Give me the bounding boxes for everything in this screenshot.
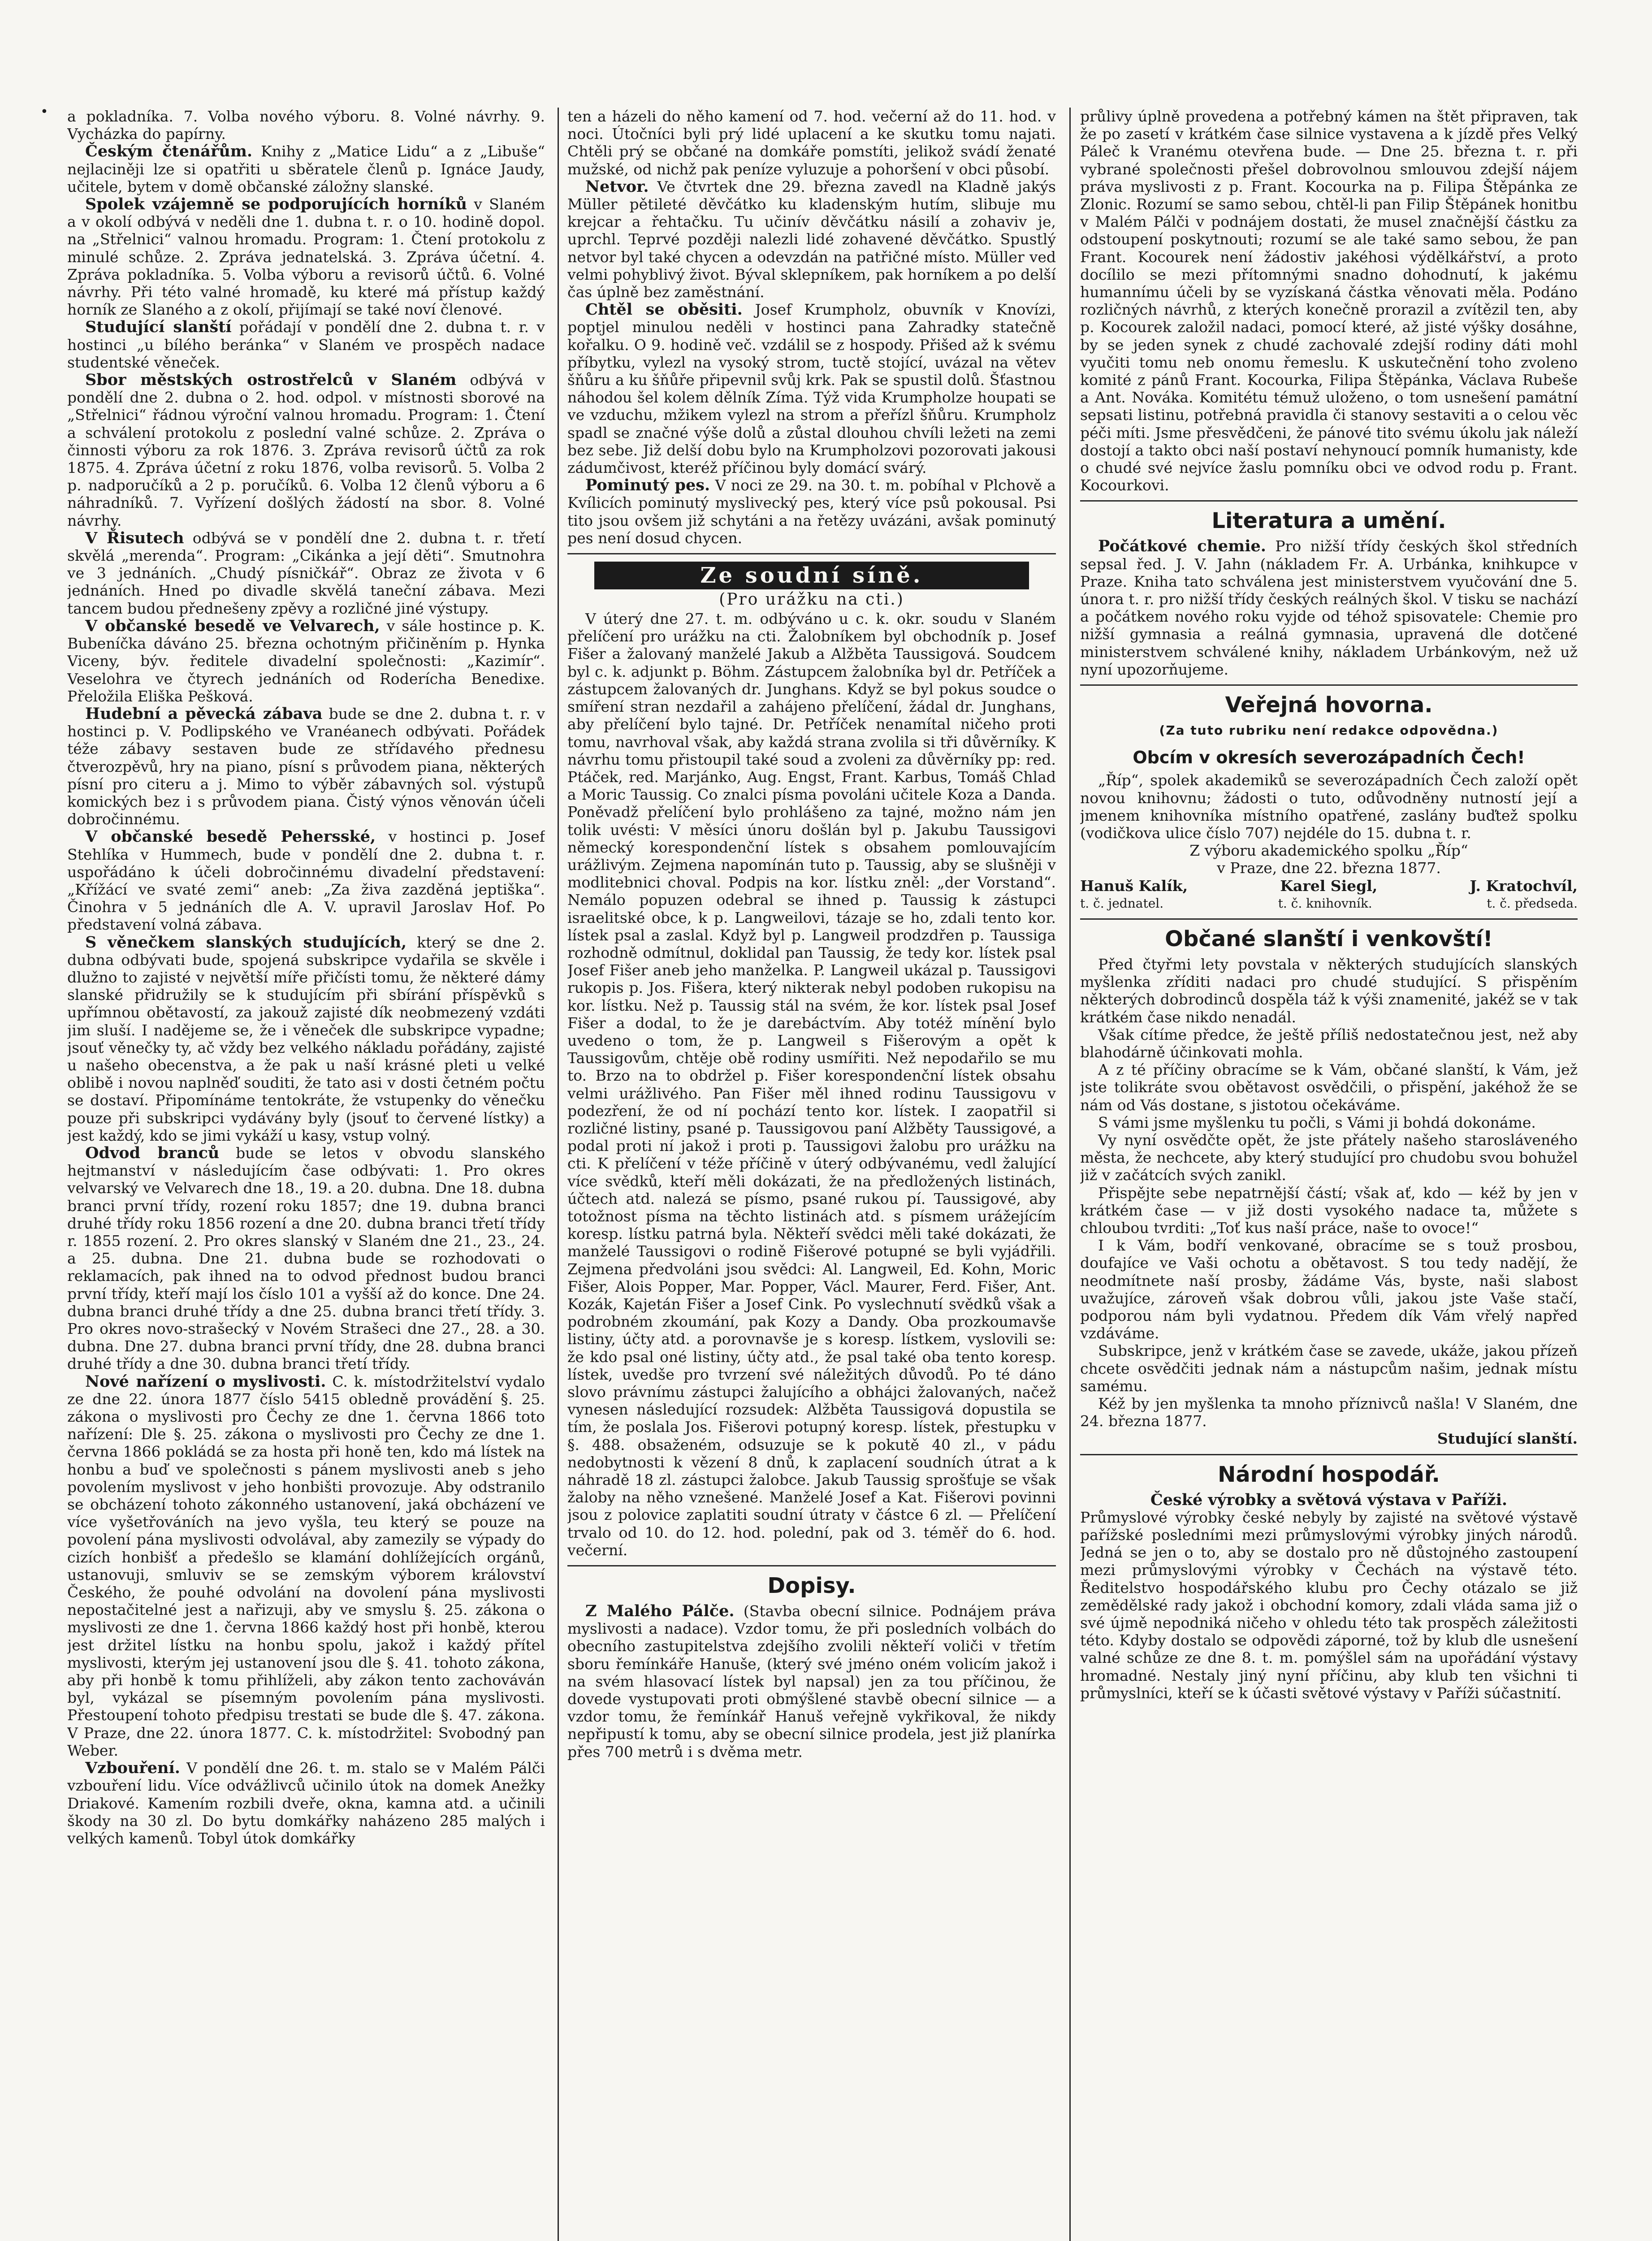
margin-mark: • bbox=[40, 104, 48, 120]
news-item bbox=[567, 301, 1056, 476]
signature-name: Hanuš Kalík, bbox=[1080, 877, 1188, 895]
article-text: Průmyslové výrobky české nebyly by zajisté na světové výstavě pařížské posledními mezi průmyslovými výrobky jiných národů. Jedná se jen o to, aby se dostalo pro ně důstojného zastoupení mezi průmyslovými výrobky v Čechách na výstavě této. Ředitelstvo hospodářského klubu pro Čechy otázalo se již zemědělské rady jakož i obchodní komory, zdali vláda sama již o své újmě nepodniká ničeho v ohledu této tak prospěch záležitosti této. Kdyby dostalo se odpovědi záporné, tož by klub dle usnešení valné schůze ze dne 8. t. m. pomýšlel sám na upořádání výstavy hromadné. Nestaly jiný nyní příčinu, aby klub ten všichni ti průmyslníci, kteří se k účasti světové výstavy v Paříži súčastnití. bbox=[1080, 1508, 1578, 1702]
item-headline: Nové nařízení o myslivosti. bbox=[85, 1372, 326, 1391]
notice-heading: Obcím v okresích severozápadních Čech! bbox=[1133, 748, 1525, 768]
item-headline: S věnečkem slanských studujících, bbox=[85, 933, 407, 952]
news-item bbox=[67, 617, 545, 705]
article-text: Před čtyřmi lety povstala v některých studujících slanských myšlenka zříditi nadaci pro chudé studující. S přispěním některých dobrodinců dospěla táž k výši znamenité, jakéž se v tak krátkém čase nikdo nenadál. bbox=[1080, 955, 1578, 1026]
item-headline: Počátkové chemie. bbox=[1098, 537, 1266, 556]
signature-role: t. č. jednatel. bbox=[1080, 896, 1164, 911]
column-divider bbox=[558, 108, 559, 2241]
appeal-heading: Občané slanští i venkovští! bbox=[1165, 926, 1493, 952]
article-text: Přispějte sebe nepatrnější částí; však ať, kdo — kéž by jen v krátkém čase — v již dosti vysokého nadace ta, můžete s chloubou tvrditi: „Toť kus naší práce, naše to ovoce!“ bbox=[1080, 1184, 1578, 1237]
item-text: C. k. místodržitelství vydalo ze dne 22. února 1877 číslo 5415 obledně provádění §. 25. zákona o myslivosti pro Čechy ze dne 1. června 1866 toto nařízení: Dle §. 25. zákona o myslivosti pro Čechy ze dne 1. června 1866 pokládá se za hosta při honě ten, kdo má lístek na honbu a buď ve společnosti s pánem myslivosti aneb s jeho povolením myslivost v jeho honbišti provozuje. Aby odstranilo se obcházení tohoto zákonného ustanovení, jaká obcházení ve více vyšetřováních na jevo vyšla, teu který se pouze na povolení pána myslivosti odvolával, aby zamezily se výpady do cizích honbišť a předešlo se klamání dohlížejících orgánů, ustanovuji, smluviv se se zemským výborem království Českého, že pouhé odvolání na dovolení pána myslivosti nepostačitelné jest a nařizuji, aby ve smyslu §. 25. zákona o myslivosti ze dne 1. června 1866 každý host při honbě, kterou jest držitel lístku na honbu spolu, jakož i každý přítel myslivosti, kterým jej ustanovení jsou dle §. 41. tohoto zákona, aby při honbě k tomu přihlíželi, aby zákon tento zachováván byl, vykázal se písemným povolením pána myslivosti. Přestoupení tohoto předpisu trestati se bude dle §. 47. zákona. V Praze, dne 22. února 1877. C. k. místodržitel: Svobodný pan Weber. bbox=[67, 1372, 545, 1759]
item-headline: České výrobky a světová výstava v Paříži. bbox=[1150, 1490, 1508, 1509]
signature-role: t. č. předseda. bbox=[1487, 896, 1578, 911]
column-left bbox=[67, 108, 545, 2241]
item-text: bude se dne 2. dubna t. r. v hostinci p. V. Podlipského ve Vranéanech odbývati. Pořádek téže zábavy sestaven bude ze střídavého přednesu čtverozpěvů, hry na piano, písní s průvodem piana, některých písní pro citeru a j. Mimo to výběr zábavných sol. výstupů komických bez i s průvodem piana. Čistý výnos věnován účeli dobročinnému. bbox=[67, 705, 545, 828]
news-item bbox=[67, 705, 545, 828]
section-divider bbox=[567, 1565, 1056, 1566]
item-headline: V občanské besedě ve Velvarech, bbox=[85, 616, 380, 635]
item-headline: Pominutý pes. bbox=[585, 476, 710, 495]
item-text: v Slaném a v okolí odbývá v neděli dne 1. dubna t. r. o 10. hodině dopol. na „Střelnici“ valnou hromadu. Program: 1. Čtení protokolu z minulé schůze. 2. Zpráva jednatelská. 3. Zpráva účetní. 4. Zpráva pokladníka. 5. Volba výboru a revisorů účtů. 6. Volné návrhy. Při této valné hromadě, ku které má přístup každý horník ze Slaného a z okolí, přijímají se také noví členové. bbox=[67, 195, 545, 319]
item-headline: Studující slanští bbox=[85, 318, 232, 337]
notice-date: v Praze, dne 22. března 1877. bbox=[1217, 859, 1441, 877]
news-item bbox=[67, 828, 545, 933]
signature-names bbox=[1080, 877, 1578, 895]
item-text: který se dne 2. dubna odbývati bude, spojená subskripce vydařila se skvěle i dlužno to zajisté v největší míře přičísti tomu, že některé dámy slanské přidružily se k studujícím při sbírání příspěvků s upřímnou obětavostí, za jakouž zajisté dík neobmezený vzdáti jim sluší. I nadějeme se, že i věneček dle subskripce vypadne; jsouť věnečky ty, ač vždy bez velkého nákladu pořádány, zajisté u našeho obecenstva, a že pak u naší krásné pleti u velké oblibě i novou naplněď souditi, že tato asi v dosti četném počtu se dostaví. Připomínáme tentokráte, že vstupenky do věnečku pouze při subskripci vydávány byly (jsouť to červené lístky) a jest každý, kdo se jimi vykáží u kasy, vstup volný. bbox=[67, 933, 545, 1144]
article-text: Subskripce, jenž v krátkém čase se zavede, ukáže, jakou přízeň chcete osvědčiti jednak nám a nástupcům našim, jednak místu samému. bbox=[1080, 1342, 1578, 1395]
news-item bbox=[567, 1602, 1056, 1761]
column-divider bbox=[1069, 108, 1071, 2241]
article-text: průlivy úplně provedena a potřebný kámen na štět připraven, tak že po zasetí v krátkém čase silnice vystavena a k jízdě přes Velký Páleč k Vranému otevřena bude. — Dne 25. března t. r. při vybrané společnosti přešel dobrovolnou smlouvou zdejší nájem práva myslivosti z p. Frant. Kocourka na p. Filipa Štěpánka ze Zlonic. Rozumí se samo sebou, chtěl-li pan Filip Štěpánek honitbu v Malém Pálči v podnájem dostati, že musel značnější částku za odstoupení poskytnouti; rozumí se ale také samo sebou, že pan Frant. Kocourek není žádostiv jakéhosi výdělkářství, a proto docílilo se mezi přítomnými snadno dohodnutí, k jakému humannímu účeli by se vyzískaná částka věnovati měla. Podáno rozličných návrhů, z kterých konečně prorazil a zvítězil ten, aby p. Kocourek založil nadaci, pomocí které, až jisté výšky dosáhne, by se jeden synek z chudé zachovalé zdejší rodiny dáti mohl vyučiti tomu neb onomu řemeslu. K uskutečnění toho zvoleno komité z pánů Frant. Kocourka, Filipa Štěpánka, Václava Rubeše a Ant. Nováka. Komitétu témuž uloženo, o tom usnešení památní sepsati listinu, potřebná pravidla či stanovy sestaviti a o celou věc péči míti. Jsme přesvědčeni, že pánové tito svému úkolu jak náleží dostojí a takto obci naší postaví nehynoucí pomník humanisty, kde o chudé své nejvíce žaslu pomníku obci ve odvod rodu p. Frant. Kocourkovi. bbox=[1080, 108, 1578, 494]
article-text: „Říp“, spolek akademiků se severozápadních Čech založí opět novou knihovnu; žádosti o tuto, odůvodněny nutností její a jmenem knihovníka místního opatřené, zaslány buďtež spolku (vodičkova ulice číslo 707) nejdéle do 15. dubna t. r. bbox=[1080, 771, 1578, 842]
appeal-signature: Studující slanští. bbox=[1437, 1430, 1578, 1448]
article-text: I k Vám, bodří venkované, obracíme se s touž prosbou, doufajíce ve Vaši ochotu a obětavost. S tou tedy nadějí, že neodmítnete naší prosby, žádáme Vás, byste, naši slabost uvažujíce, zároveň však dobrou vůli, jakou jste Vaše stačí, podporou nám byli vydatnou. Předem dík Vám vřelý napřed vzdáváme. bbox=[1080, 1237, 1578, 1342]
item-headline: Netvor. bbox=[585, 177, 649, 196]
article-text: V úterý dne 27. t. m. odbýváno u c. k. okr. soudu v Slaném přelíčení pro urážku na cti. Žalobníkem byl obchodník p. Josef Fišer a žalovaný manželé Jakub a Alžběta Taussigová. Soudcem byl c. k. adjunkt p. Böhm. Zástupcem žalobníka byl dr. Petříček a zástupcem žalovaných dr. Junghans. Když se byl pokus soudce o smíření stran nezdařil a zahájeno přelíčení, žádal dr. Junghans, aby přelíčení bylo tajné. Dr. Petříček nenamítal ničeho proti tomu, navrhoval však, aby každá strana zvolila si tři důvěrníky. K návrhu tomu přistoupil také soud a zvoleni za důvěrníky pp: red. Ptáček, red. Marjánko, Aug. Engst, Frant. Karbus, Tomáš Chlad a Moric Taussig. Co znalci písma povoláni učitele Koza a Danda. Poněvadž přelíčení bylo prohlášeno za tajné, možno nám jen tolik uvésti: V měsíci únoru došlán byl p. Jakubu Taussigovi německý korespondenční lístek s obsahem pomlouvajícím urážlivým. Zejmena napomínán tuto p. Taussig, aby se slušněji v modlitebnici choval. Podpis na kor. lístku zněl: „der Vorstand“. Nemálo popuzen odebral se ihned p. Taussig k zástupci israelitské obce, k p. Langweilovi, tázaje se ho, zdali tento kor. lístek psal a zaslal. Když byl p. Langweil prodzdřen p. Taussiga rozhodně odmítnul, doklidal pan Taussig, že tedy kor. lístek psal Josef Fišer aneb jeho manželka. P. Langweil ukázal p. Taussigovi rukopis p. Jos. Fišera, který nikterak nebyl podoben rukopisu na kor. lístku. Než p. Taussig stál na svém, že kor. lístek psal Josef Fišer a dodal, to že je darebáctvím. Aby totéž mínění bylo uvedeno o tom, že p. Langweil s Fišerovým a opět k Taussigovům, chtěje obě rodiny usmířiti. Než nepodařilo se mu to. Brzo na to obdržel p. Fišer korespondenční lístek obsahu velmi urážlivého. Pan Fišer měl ihned rodinu Taussigovu v podezření, že od ní pochází tento kor. lístek. I zaopatřil si rozličné listiny, psané p. Taussigovou paní Alžběty Taussigové, a podal proti ní jakož i proti p. Taussigovi žalobu pro urážku na cti. K přelíčení v téže příčině v úterý odbývanému, vedl žalující více svědků, kteří měli dokázati, že na předložených listinách, účtech atd. nalezá se písmo, psané rukou pí. Taussigové, aby totožnost písma na těchto listinách atd. s písmem urážejícím koresp. lístku patrná byla. Někteří svědci měli také dokázati, že manželé Taussigovi o rodině Fišerové potupné se byli vyjádřili. Zejmena předvoláni jsou svědci: Al. Langweil, Ed. Kohn, Moric Fišer, Alois Popper, Mar. Popper, Václ. Maurer, Ferd. Fišer, Ant. Kozák, Kajetán Fišer a Josef Cink. Po vyslechnutí svědků však a podrobném zkoumání, pak Kozy a Dandy. Oba prozkoumavše listiny, účty atd. a porovnavše je s koresp. lístkem, vyslovili se: že kdo psal oné listiny, účty atd., že psal také oba tento koresp. lístek, uvedše pro tvrzení své náležitých důvodů. Po té dáno slovo právnímu zástupci žalujícího a obhájci žalovaných, načež vynesen následující rozsudek: Alžběta Taussigová dopustila se tím, že poslala Jos. Fišerovi potupný koresp. lístek, přestupku v §. 488. obsaženém, odsuzuje se k pokutě 40 zl., v pádu nedobytnosti k vězení 8 dnů, k zaplacení soudních útrat a k náhradě 18 zl. zástupci žalobce. Jakub Taussig sprošťuje se však žaloby na něho vznešené. Manželé Josef a Kat. Fišerovi povinni jsou z polovice zaplatiti soudní útraty v částce 6 zl. — Přelíčení trvalo od 10. do 12. hod. polední, pak od 3. téměř do 6. hod. večerní. bbox=[567, 610, 1056, 1559]
section-subheading: (Pro urážku na cti.) bbox=[719, 590, 904, 609]
item-headline: Vzbouření. bbox=[85, 1759, 180, 1778]
newspaper-page bbox=[67, 108, 1578, 2241]
item-text: V pondělí dne 26. t. m. stalo se v Malém Pálči vzbouření lidu. Více odvážlivců učinilo útok na domek Anežky Driakové. Kamením rozbili dveře, okna, kamna atd. a učinili škody na 30 zl. Do bytu domkářky naházeno 285 malých i velkých kamenů. Tobyl útok domkářky bbox=[67, 1759, 545, 1847]
article-text: Kéž by jen myšlenka ta mnoho příznivců našla! V Slaném, dne 24. března 1877. bbox=[1080, 1395, 1578, 1430]
section-heading-forum: Veřejná hovorna. bbox=[1225, 692, 1433, 718]
item-text: odbývá se v pondělí dne 2. dubna t. r. třetí skvělá „merenda“. Program: „Cikánka a její děti“. Smutnohra ve 3 jednáních. „Chudý písničkář“. Obraz ze života v 6 jednáních. Hned po divadle skvělá taneční zábava. Mezi tancem budou přednešeny zpěvy a rozličné jiné výstupy. bbox=[67, 529, 545, 617]
item-text: v sále hostince p. K. Bubeníčka dáváno 25. března ochotným přičiněním p. Hynka Viceny, býv. ředitele divadelní společnosti: „Kazimír“. Veselohra ve čtyrech jednáních od Roderícha Benedixe. Přeložila Eliška Pešková. bbox=[67, 617, 545, 705]
section-divider bbox=[1080, 500, 1578, 502]
article-text: ten a házeli do něho kamení od 7. hod. večerní až do 11. hod. v noci. Útočníci byli prý lidé uplacení a ke skutku tomu najati. Chtěli prý se občané na domkáře pomstíti, jelikož svádí ženaté mužské, od nichž pak peníze vyluzuje a pohoršení v obci působí. bbox=[567, 108, 1056, 178]
item-text: Pro nižší třídy českých škol středních sepsal řed. J. V. Jahn (nákladem Fr. A. Urbánka, knihkupce v Praze. Kniha tato schválena jest ministerstvem vyučování dne 5. února t. r. pro nižší třídy českých reálných škol. V tisku se nachází a počátkem nového roku vyjde od téhož spisovatele: Chemie pro nižší gymnasia a reálná gymnasia, upravená dle dotčené ministerstvem schválené knihy, nákladem Urbánkovým, než už nyní upozorňujeme. bbox=[1080, 537, 1578, 678]
item-text: Josef Krumpholz, obuvník v Knovízi, poptjel minulou neděli v hostinci pana Zahradky statečně kořalku. O 9. hodině več. vzdálil se z hospody. Přišed až k svému příbytku, vylezl na vysoký strom, tuctě stojící, uvázal na větev šňůru a ku šňůře připevnil svůj krk. Pak se spustil dolů. Šťastnou náhodou šel kolem dělník Zíma. Týž vida Krumpholze houpati se ve vzduchu, mžikem vylezl na strom a přeřízl šňůru. Krumpholz spadl se značné výše dolů a zůstal dlouhou chvíli ležeti na zemi bez sebe. Již delší dobu bylo na Krumpholzovi pozorovati jakousi zádumčivost, kteréž příčinou byly domácí svárý. bbox=[567, 301, 1056, 477]
article-text: A z té příčiny obracíme se k Vám, občané slanští, k Vám, jež jste tolikráte svou obětavost osvědčili, o přispění, jakéhož že se nám od Vás dostane, s jistotou očekáváme. bbox=[1080, 1061, 1578, 1114]
news-item bbox=[1080, 537, 1578, 678]
editorial-disclaimer: (Za tuto rubriku není redakce odpovědna.) bbox=[1159, 723, 1499, 738]
signature-name: J. Kratochvíl, bbox=[1470, 877, 1578, 895]
item-text: pořádají v pondělí dne 2. dubna t. r. v hostinci „u bílého beránka“ v Slaném ve prospěch nadace studentské věneček. bbox=[67, 318, 545, 371]
item-headline: Spolek vzájemně se podporujících horníků bbox=[85, 195, 467, 214]
news-item bbox=[567, 178, 1056, 301]
item-text: odbývá v pondělí dne 2. dubna o 2. hod. odpol. v místnosti sborové na „Střelnici“ řádnou výroční valnou hromadu. Program: 1. Čtení a schválení protokolu z poslední valné schůze. 2. Zpráva o činnosti výboru za rok 1876. 3. Zpráva revisorů účtů za rok 1875. 4. Zpráva účetní z roku 1876, volba revisorů. 5. Volba 2 p. nadporučíků a 2 p. poručíků. 6. Volba 12 členů výboru a 6 náhradníků. 7. Vyřízení došlých žádostí na sbor. 8. Volné návrhy. bbox=[67, 371, 545, 529]
item-headline: Českým čtenářům. bbox=[85, 142, 253, 161]
item-text: v hostinci p. Josef Stehlíka v Hummech, bude v pondělí dne 2. dubna t. r. uspořádáno k účeli dobročinnému divadelní představení: „Křížácí ve svaté zemi“ aneb: „Za živa zazděná jeptiška“. Činohra v 5 jednáních dle A. V. upravil Jaroslav Hof. Po představení volná zábava. bbox=[67, 828, 545, 934]
article-text: a pokladníka. 7. Volba nového výboru. 8. Volné návrhy. 9. Vycházka do papírny. bbox=[67, 108, 545, 143]
signature-role: t. č. knihovník. bbox=[1278, 896, 1372, 911]
section-heading-court: Ze soudní síně. bbox=[594, 562, 1029, 589]
item-headline: Chtěl se oběsiti. bbox=[585, 300, 743, 319]
news-item bbox=[67, 934, 545, 1144]
section-divider bbox=[1080, 918, 1578, 920]
item-headline: Z Malého Pálče. bbox=[585, 1602, 735, 1621]
section-divider bbox=[1080, 684, 1578, 686]
item-text: (Stavba obecní silnice. Podnájem práva myslivosti a nadace). Vzdor tomu, že při posledních volbách do obecního zastupitelstva zdejšího zvolili někteří voliči v třetím sboru řemínkáře Hanuše, (který své jméno oném volicím jakož i na svém hlasovací lístek byl napsal) jen za tou příčinou, že dovede vystupovati proti obmýšlené stavbě obecní silnice — a vzdor tomu, že řemínkář Hanuš veřejně vykřikoval, že nikdy nepřipustí k tomu, aby se obecní silnice prodela, jest již planírka přes 700 metrů i s dvěma metr. bbox=[567, 1602, 1056, 1761]
item-headline: Hudební a pěvecká zábava bbox=[85, 704, 323, 723]
news-item bbox=[67, 318, 545, 371]
item-headline: V Řisutech bbox=[85, 528, 184, 547]
item-headline: Odvod branců bbox=[85, 1143, 220, 1162]
notice-sender: Z výboru akademického spolku „Říp“ bbox=[1189, 842, 1468, 860]
article-text: Vy nyní osvědčte opět, že jste přátely našeho starosláveného města, že nechcete, aby který studující pro chudobu svou bohužel již v začátcích svých zanikl. bbox=[1080, 1131, 1578, 1184]
signature-name: Karel Siegl, bbox=[1280, 877, 1378, 895]
news-item bbox=[67, 143, 545, 195]
news-item bbox=[67, 529, 545, 617]
section-heading-literature: Literatura a umění. bbox=[1211, 508, 1446, 534]
article-text: S vámi jsme myšlenku tu počli, s Vámi ji bohdá dokonáme. bbox=[1098, 1113, 1536, 1131]
news-item bbox=[67, 371, 545, 529]
news-item bbox=[67, 1373, 545, 1759]
section-heading-economy: Národní hospodář. bbox=[1218, 1462, 1440, 1487]
item-headline: V občanské besedě Pehersské, bbox=[85, 827, 376, 846]
item-text: bude se letos v obvodu slanského hejtmanství v následujícím čase odbývati: 1. Pro okres velvarský ve Velvarech dne 18., 19. a 20. dubna. Dne 18. dubna branci první třídy, rození roku 1857; dne 19. dubna branci druhé třídy roku 1856 rození a dne 20. dubna branci třetí třídy r. 1855 rození. 2. Pro okres slanský v Slaném dne 21., 23., 24. a 25. dubna. Dne 21. dubna bude se rozhodovati o reklamacích, pak ihned na to odvod přednost budou branci první třídy, kteří mají los číslo 101 a vyšší až do konce. Dne 24. dubna branci druhé třídy a dne 25. dubna branci třetí třídy. 3. Pro okres novo-strašecký v Novém Strašeci dne 27., 28. a 30. dubna. Dne 27. dubna branci první třídy, dne 28. dubna branci druhé třídy a dne 30. dubna branci třetí třídy. bbox=[67, 1144, 545, 1373]
section-heading-letters: Dopisy. bbox=[767, 1573, 856, 1599]
item-text: Ve čtvrtek dne 29. března zavedl na Kladně jakýs Müller pětileté děvčátko ku kladenským hutím, slibuje mu krejcar a řehtačku. Tu učinív děvčátku násilí a zohaviv je, uprchl. Teprvé později nalezli lidé zohavené děvčátko. Spustlý netvor byl také chycen a odevzdán na patřičné místo. Müller ved velmi pohyblivý život. Býval sklepníkem, pak horníkem a po delší čas úplně bez zaměstnání. bbox=[567, 177, 1056, 301]
item-headline: Sbor městských ostrostřelců v Slaném bbox=[85, 371, 457, 389]
signature-roles bbox=[1080, 895, 1578, 912]
news-item bbox=[67, 1759, 545, 1847]
article-text: Však cítíme předce, že ještě příliš nedostatečnou jest, než aby blahodárně účinkovati mohla. bbox=[1080, 1025, 1578, 1061]
news-item bbox=[67, 195, 545, 318]
section-divider bbox=[567, 553, 1056, 554]
item-text: V noci ze 29. na 30. t. m. pobíhal v Plchově a Kvílicích pominutý myslivecký pes, který více psů pokousal. Psi tito jsou ovšem již schytáni a na řetězy uvázáni, avšak pominutý pes není dosud chycen. bbox=[567, 476, 1056, 547]
section-divider bbox=[1080, 1454, 1578, 1455]
news-item bbox=[567, 476, 1056, 547]
column-right bbox=[1080, 108, 1578, 2241]
column-middle bbox=[567, 108, 1056, 2241]
news-item bbox=[67, 1144, 545, 1373]
item-text: Knihy z „Matice Lidu“ a z „Libuše“ nejlaciněji lze si opatřiti u sběratele členů p. Ignáce Jaudy, učitele, bytem v domě občanské záložny slanské. bbox=[67, 143, 545, 195]
